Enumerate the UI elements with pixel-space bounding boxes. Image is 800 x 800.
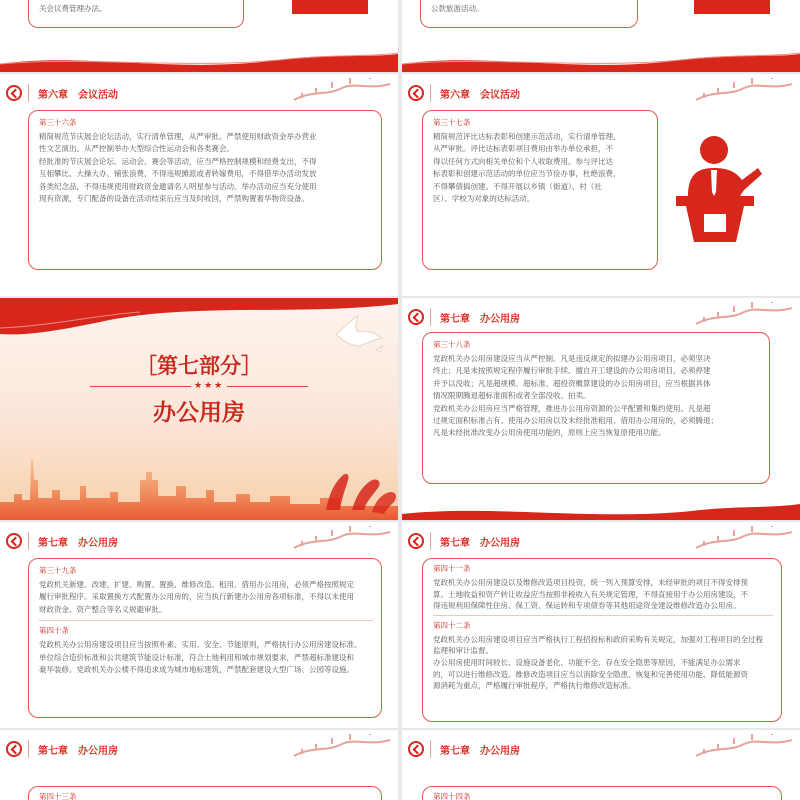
text-line: 办公用房使用时间较长、设施设备老化、功能不全、存在安全隐患等原因，不能满足办公需求 (433, 657, 741, 667)
text-line: 算。土地收益和资产转让收益应当按照非税收入有关规定管理，不得直接用于办公用房建设，不 (433, 589, 748, 599)
slide-3 (0, 74, 398, 296)
great-wall-icon (292, 734, 392, 760)
body-text (39, 131, 373, 205)
great-wall-icon (694, 734, 794, 760)
slide-5-cover (0, 298, 398, 520)
red-wave-decoration (402, 502, 800, 520)
article-label: 第三十七条 (433, 118, 471, 127)
body-text (433, 353, 761, 440)
content-card (422, 558, 782, 722)
divider (430, 740, 431, 758)
text-line: 党政机关办公用房建设应当从严控制。凡是违反规定的拟建办公用房项目，必须坚决 (433, 354, 711, 363)
text-line: 性文艺演出。从严控制举办大型综合性运动会和各类赛会。 (39, 144, 234, 154)
text-line: 互相攀比、大操大办、铺张浪费，不得违规摊派或者转嫁费用，不得借举办活动发放 (39, 169, 317, 179)
chapter-title: 第七章 办公用房 (440, 746, 520, 757)
text-line: 从严审批。评比达标表彰项目费用由举办单位承担，不 (433, 144, 613, 154)
text-line: 各类纪念品，不得违规使用财政资金邀请名人明星参与活动。举办活动应当充分使用 (39, 181, 317, 191)
chapter-title: 第七章 办公用房 (38, 538, 118, 549)
text-line: 不得攀债搞创建。不得开展以乡镇（街道）、村（社 (433, 181, 602, 191)
section-title: 办公用房 (153, 400, 245, 426)
back-arrow-icon[interactable] (408, 741, 424, 757)
article-label: 第三十九条 (39, 566, 77, 575)
text-line: 党政机关办公用房建设项目应当按照朴素、实用、安全、节能原则，严格执行办公用房建设标准、 (39, 640, 362, 650)
text-line: 并予以没收；凡是超规模、超标准、超投资概算建设的办公用房项目，应当根据具体 (433, 378, 711, 388)
text-line: 党政机关新建、改建、扩建、购置、置换、维修改造、租用、借用办公用房，必须严格按照规定 (39, 580, 354, 589)
content-card (28, 110, 382, 270)
article-label: 第四十一条 (433, 564, 471, 573)
red-wave-decoration (402, 50, 800, 72)
back-arrow-icon[interactable] (6, 533, 22, 549)
red-wave-decoration (0, 50, 398, 72)
article-label: 第三十六条 (39, 118, 77, 127)
divider (39, 620, 373, 621)
speaker-podium-icon (674, 130, 770, 246)
city-skyline-illustration (0, 450, 398, 520)
chapter-title: 第六章 会议活动 (440, 90, 520, 101)
text-line: 现有资源，专门配备的设备在活动结束后应当及时收回，严禁购置奢华物资设备。 (39, 194, 309, 204)
content-card (422, 786, 782, 800)
text-line: 精简规范评比达标表彰和创建示范活动，实行清单管理， (433, 132, 621, 141)
slide-10 (402, 730, 800, 800)
slide-6 (402, 298, 800, 520)
text-line: 过规定面积标准占有、使用办公用房以及未经批准租用、借用办公用房的，必须腾退； (433, 416, 718, 426)
slide-7 (0, 522, 398, 728)
text-line: 凡是未经批准改变办公用房使用功能的，原则上应当恢复原使用功能。 (433, 428, 666, 438)
slide-8 (402, 522, 800, 728)
text-line: 履行审批程序。采取置换方式配置办公用房的，应当执行新建办公用房各项标准，不得以未使用 (39, 592, 354, 602)
great-wall-icon (292, 78, 392, 104)
chapter-title: 第六章 会议活动 (38, 90, 118, 101)
divider (430, 308, 431, 326)
article-label: 第四十二条 (433, 620, 471, 630)
text-line: 源消耗为重点，严格履行审批程序，严格执行维修改造标准。 (433, 681, 636, 691)
chapter-title: 第七章 办公用房 (38, 746, 118, 757)
back-arrow-icon[interactable] (408, 533, 424, 549)
text-line: 经批准的节庆展会论坛、运动会、赛会等活动，应当严格控制规模和经费支出，不得 (39, 156, 317, 166)
text-line: 得违规利用保障性住房、保工资、保运转和专项债券等其他用途资金建设维修改造办公用房。 (433, 601, 741, 611)
divider (430, 532, 431, 550)
text-line: 情况限期腾退超标准面积或者全部没收、拍卖。 (433, 391, 591, 401)
divider (28, 532, 29, 550)
article-label: 第四十条 (39, 626, 69, 636)
content-card (28, 786, 382, 800)
body-text (39, 639, 373, 676)
article-label: 第四十四条 (433, 792, 471, 800)
body-text (39, 579, 373, 616)
great-wall-icon (694, 78, 794, 104)
slide-4 (402, 74, 800, 296)
body-text (433, 634, 773, 692)
text-line: 监理和审计监督。 (433, 646, 493, 656)
text-line: 区）、学校为对象的达标活动。 (433, 194, 535, 204)
text-line: 单位综合造价标准和公共建筑节能设计标准，符合土地利用和城市规划要求，严禁超标准建设和 (39, 652, 354, 662)
star-decoration: ★★★ (191, 381, 227, 391)
text-line: 党政机关办公用房建设以及维修改造项目投资，统一列入预算安排，未经审批的项目不得安排预 (433, 578, 748, 587)
back-arrow-icon[interactable] (6, 741, 22, 757)
text-line: 的，可以进行维修改造。维修改造项目应当以消除安全隐患、恢复和完善使用功能、降低能源资 (433, 669, 748, 679)
content-card (28, 558, 382, 718)
text-line: 精简规范节庆展会论坛活动，实行清单管理，从严审批。严禁使用财政资金举办营业 (39, 132, 317, 141)
body-text (433, 577, 773, 612)
text-line: 党政机关办公用房应当严格管理，推进办公用房资源的公平配置和集约使用。凡是超 (433, 403, 711, 413)
red-block (292, 0, 368, 14)
text-line: 得以任何方式向相关单位和个人收取费用。参与评比达 (433, 156, 613, 166)
great-wall-icon (694, 526, 794, 552)
slide-1 (0, 0, 398, 72)
text-line: 豪华装修。党政机关办公楼不得追求成为城市地标建筑，严禁配套建设大型广场、公园等设施。 (39, 665, 354, 675)
back-arrow-icon[interactable] (408, 85, 424, 101)
slide-9 (0, 730, 398, 800)
article-label: 第四十三条 (39, 792, 77, 800)
content-card (422, 332, 770, 484)
divider (430, 84, 431, 102)
great-wall-icon (292, 526, 392, 552)
text-line: 党政机关办公用房建设项目应当严格执行工程招投标和政府采购有关规定，加强对工程项目的全过程 (433, 634, 763, 644)
article-label: 第三十八条 (433, 340, 471, 349)
slide-2 (402, 0, 800, 72)
chapter-title: 第七章 办公用房 (440, 538, 520, 549)
section-part-title: ［第七部分］ (136, 354, 262, 378)
text-line: 终止；凡是未按照规定程序履行审批手续、擅自开工建设的办公用房项目，必须停建 (433, 366, 711, 376)
back-arrow-icon[interactable] (6, 85, 22, 101)
content-card (28, 0, 244, 28)
back-arrow-icon[interactable] (408, 309, 424, 325)
content-card (420, 0, 638, 28)
divider (28, 740, 29, 758)
red-block (694, 0, 770, 14)
chapter-title: 第七章 办公用房 (440, 314, 520, 325)
body-text: 关会议费管理办法。 (39, 4, 107, 13)
divider (433, 615, 773, 616)
divider (28, 84, 29, 102)
content-card (422, 110, 658, 270)
body-text (433, 131, 649, 205)
body-text: 公款旅游活动。 (431, 4, 484, 13)
great-wall-icon (694, 302, 794, 328)
text-line: 财政资金、资产整合等名义规避审批。 (39, 604, 167, 614)
text-line: 标表彰和创建示范活动的单位应当节俭办事，杜绝浪费， (433, 169, 621, 179)
